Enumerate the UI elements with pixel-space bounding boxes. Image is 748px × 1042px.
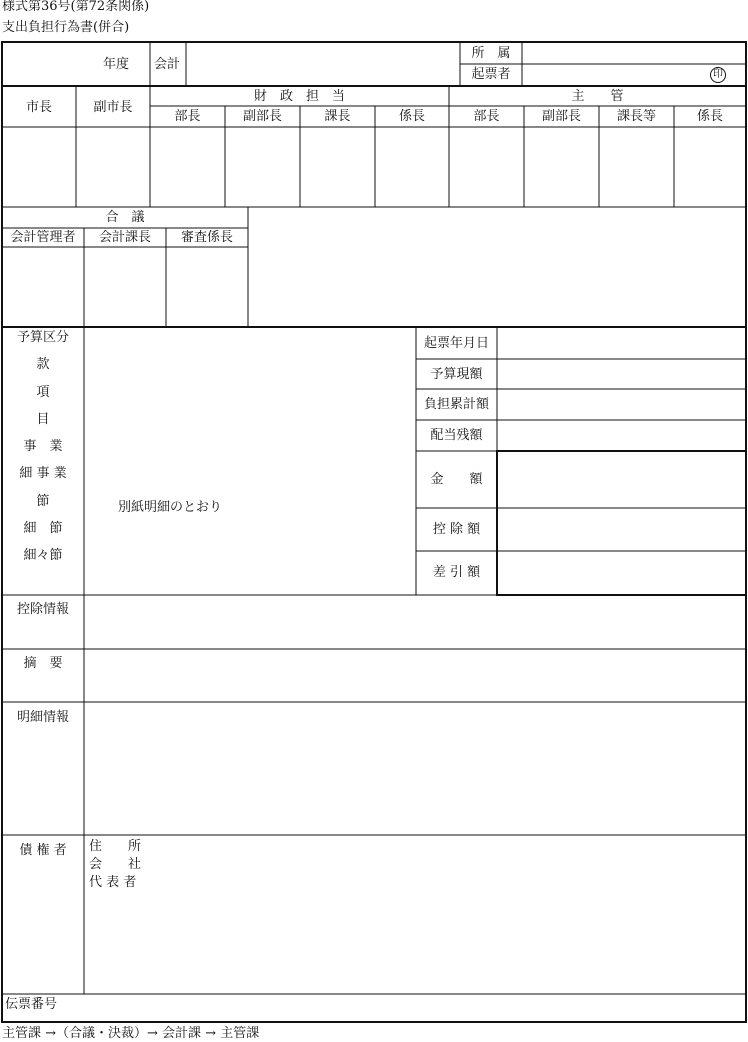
creditor-fields bbox=[89, 838, 141, 892]
finance-role-deputy-director: 副部長 bbox=[242, 109, 282, 124]
budget-label-kan: 款 bbox=[36, 357, 50, 373]
form-number: 様式第36号(第72条関係) bbox=[2, 0, 150, 14]
main-role-deputy-director: 副部長 bbox=[541, 109, 581, 124]
creditor-address-label: 住 所 bbox=[89, 839, 142, 854]
year-label: 年度 bbox=[103, 57, 130, 72]
allocation-balance-label: 配当残額 bbox=[430, 428, 483, 443]
draft-date-label: 起票年月日 bbox=[423, 336, 489, 351]
vice-mayor-label: 副市長 bbox=[93, 100, 133, 115]
budget-category-labels bbox=[2, 324, 84, 570]
cumulative-burden-label: 負担累計額 bbox=[423, 397, 489, 412]
main-role-director: 部長 bbox=[473, 109, 500, 124]
current-budget-label: 予算現額 bbox=[430, 367, 483, 382]
deduction-amount-label: 控 除 額 bbox=[432, 522, 481, 537]
finance-role-section-chief: 課長 bbox=[324, 109, 351, 124]
budget-content: 別紙明細のとおり bbox=[118, 500, 223, 515]
finance-group-label: 財 政 担 当 bbox=[253, 89, 345, 104]
main-role-subsection-chief: 係長 bbox=[696, 109, 723, 124]
budget-label-setsu: 節 bbox=[36, 493, 50, 509]
account-label: 会計 bbox=[154, 57, 181, 72]
affiliation-label: 所 属 bbox=[471, 46, 511, 61]
consultation-role-audit-chief: 審査係長 bbox=[180, 230, 233, 245]
finance-role-subsection-chief: 係長 bbox=[398, 109, 425, 124]
slip-number-label: 伝票番号 bbox=[5, 997, 58, 1012]
amount-label: 金 額 bbox=[430, 472, 483, 487]
creditor-company-label: 会 社 bbox=[89, 857, 142, 872]
deduction-info-label: 控除情報 bbox=[16, 602, 69, 617]
detail-info-label: 明細情報 bbox=[16, 710, 69, 725]
net-amount-label: 差 引 額 bbox=[432, 565, 481, 580]
budget-label-category: 予算区分 bbox=[16, 330, 69, 345]
seal-mark: 印 bbox=[713, 69, 723, 80]
consultation-group-label: 合 議 bbox=[105, 210, 145, 225]
budget-label-sub-project: 細 事 業 bbox=[19, 466, 67, 482]
budget-label-moku: 目 bbox=[36, 411, 50, 427]
form-title: 支出負担行為書(併合) bbox=[2, 20, 130, 35]
consultation-role-accounting-manager: 会計管理者 bbox=[10, 230, 76, 245]
summary-label: 摘 要 bbox=[23, 656, 63, 671]
creditor-representative-label: 代 表 者 bbox=[89, 875, 137, 890]
budget-label-kou: 項 bbox=[36, 384, 50, 400]
routing-footer: 主管課 →（合議・決裁）→ 会計課 → 主管課 bbox=[2, 1026, 260, 1041]
budget-label-sub-sub-setsu: 細々節 bbox=[23, 548, 63, 564]
drafter-label: 起票者 bbox=[471, 67, 511, 82]
main-group-label: 主 管 bbox=[571, 89, 624, 104]
mayor-label: 市長 bbox=[25, 100, 52, 115]
budget-label-project: 事 業 bbox=[23, 439, 63, 455]
budget-label-sub-setsu: 細 節 bbox=[23, 521, 63, 537]
finance-role-director: 部長 bbox=[174, 109, 201, 124]
main-role-section-chief: 課長等 bbox=[616, 109, 656, 124]
consultation-role-accounting-chief: 会計課長 bbox=[98, 230, 151, 245]
creditor-label: 債 権 者 bbox=[19, 843, 67, 858]
